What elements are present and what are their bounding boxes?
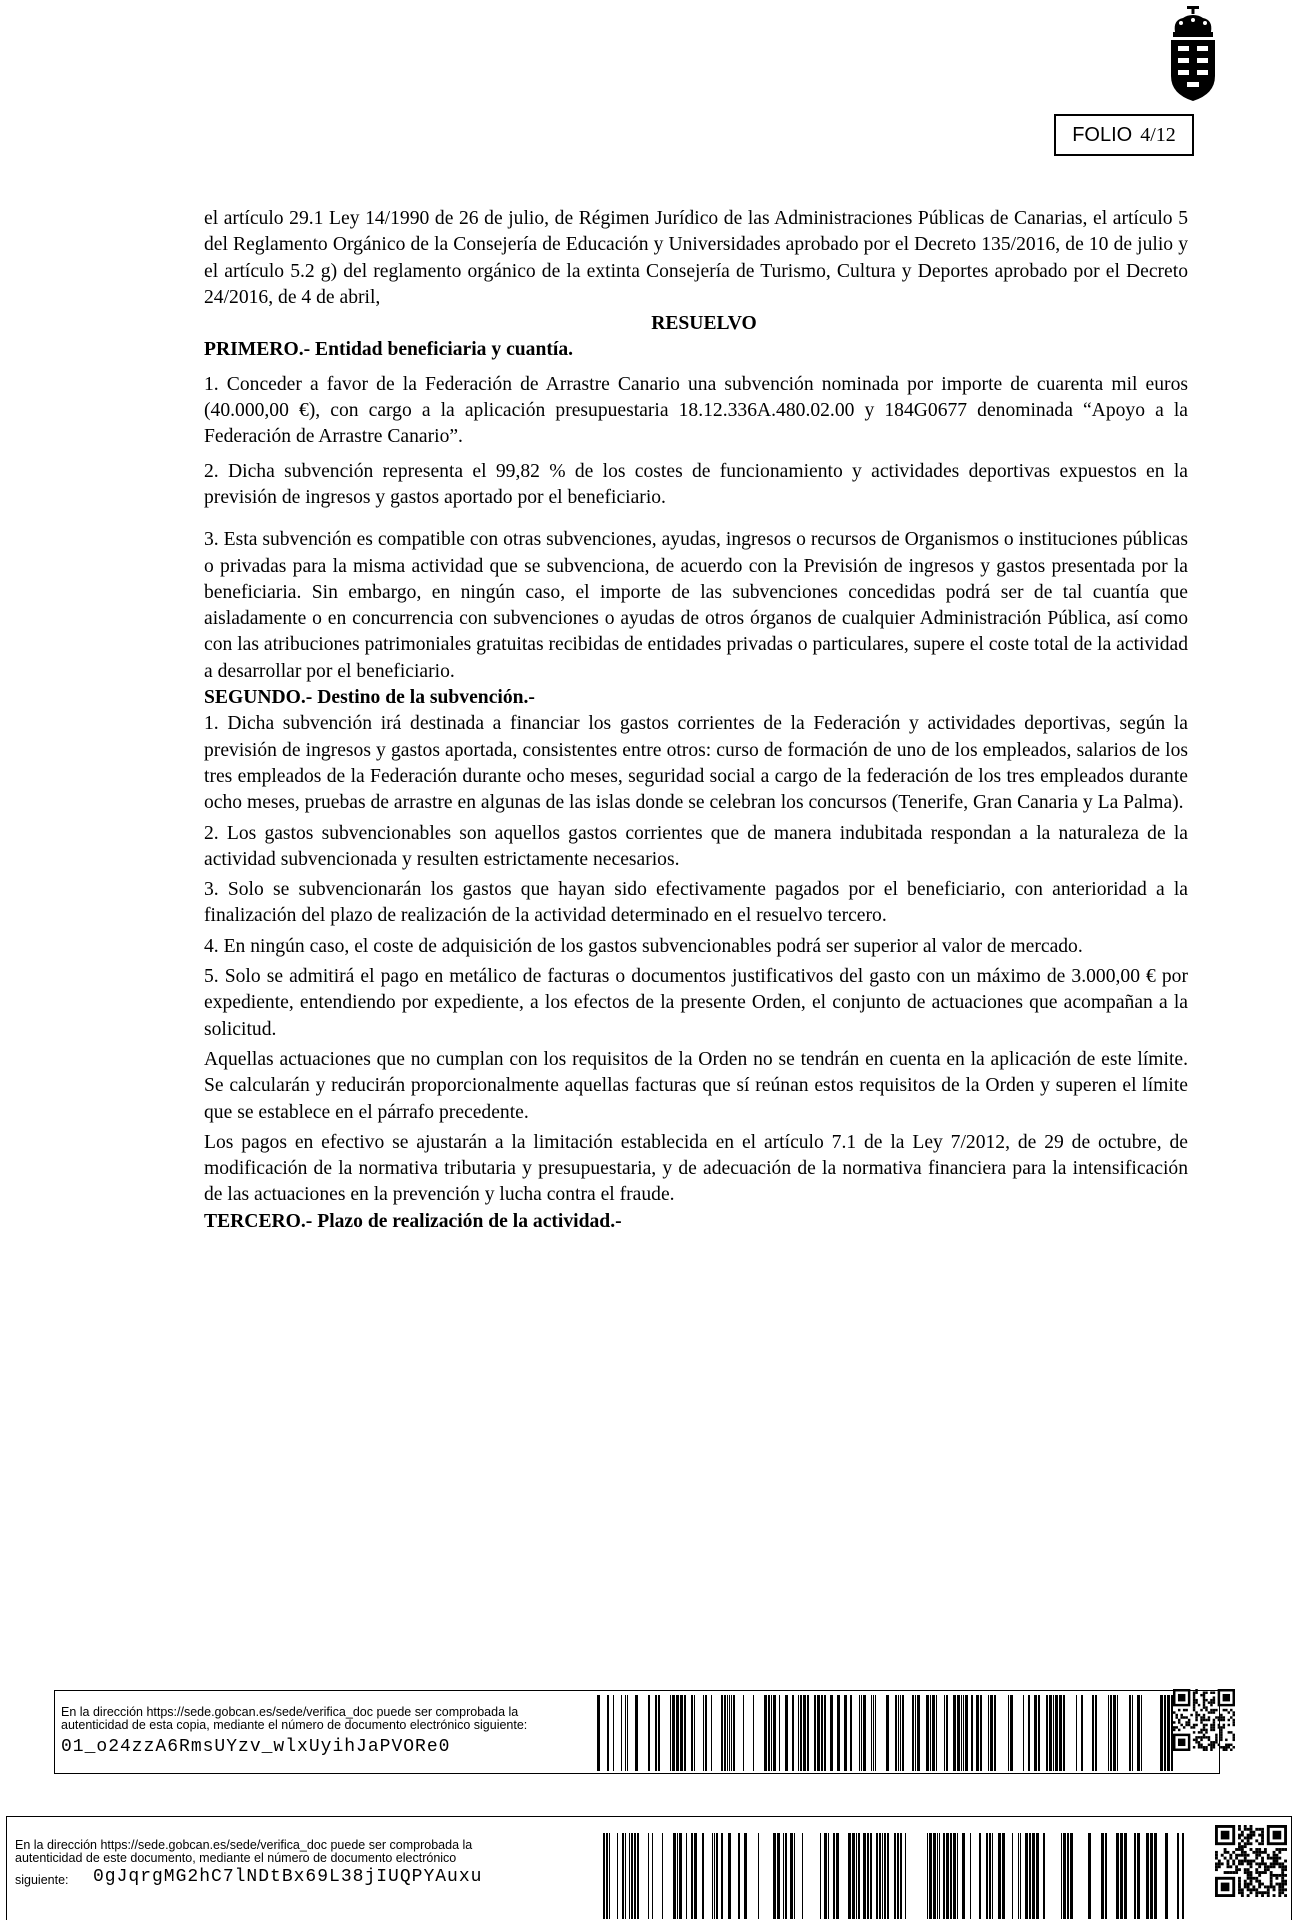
segundo-heading: SEGUNDO.- Destino de la subvención.- — [204, 687, 535, 709]
folio-box — [1054, 114, 1194, 156]
segundo-paragraph-3: 3. Solo se subvencionarán los gastos que hayan sido efectivamente pagados por el beneficiario, con anterioridad a la finalización del plazo de realización de la actividad determinado en el resuelvo tercero. — [204, 879, 1188, 927]
folio-number: 4/12 — [1140, 123, 1176, 146]
primero-paragraph-2: 2. Dicha subvención representa el 99,82 % de los costes de funcionamiento y actividades deportivas expuestos en la previsión de ingresos y gastos aportado por el beneficiario. — [204, 460, 1188, 508]
verification-text-2 — [15, 1839, 472, 1865]
verification-line-2: autenticidad de este documento, mediante el número de documento electrónico — [15, 1851, 457, 1865]
qr-code-icon — [1173, 1689, 1235, 1751]
verification-line-1: En la dirección https://sede.gobcan.es/sede/verifica_doc puede ser comprobada la — [15, 1838, 473, 1852]
segundo-paragraph-2: 2. Los gastos subvencionables son aquellos gastos corrientes que de manera indubitada respondan a la naturaleza de la actividad subvencionada y resulten estrictamente necesarios. — [204, 822, 1188, 870]
verification-label-siguiente: siguiente: — [15, 1873, 69, 1887]
verification-box-copy — [54, 1690, 1220, 1774]
verification-box-document — [6, 1816, 1292, 1920]
resuelvo-heading: RESUELVO — [651, 313, 757, 335]
segundo-paragraph-5: 5. Solo se admitirá el pago en metálico de facturas o documentos justificativos del gasto con un máximo de 3.000,00 € por expediente, entendiendo por expediente, a los efectos de la presente Orden, el conjunto de actuaciones que acompañan a la solicitud. — [204, 966, 1188, 1040]
intro-paragraph: el artículo 29.1 Ley 14/1990 de 26 de julio, de Régimen Jurídico de las Administraciones Públicas de Canarias, el artículo 5 del Reglamento Orgánico de la Consejería de Educación y Universidades aprobado por el Decreto 135/2016, de 10 de julio y el artículo 5.2 g) del reglamento orgánico de la extinta Consejería de Turismo, Cultura y Deportes aprobado por el Decreto 24/2016, de 4 de abril, — [204, 208, 1188, 308]
segundo-paragraph-1: 1. Dicha subvención irá destinada a financiar los gastos corrientes de la Federación y actividades deportivas, según la previsión de ingresos y gastos aportada, consistentes entre otros: curso de formación de uno de los empleados, salarios de los tres empleados de la Federación durante ocho meses, seguridad social a cargo de la federación de los tres empleados durante ocho meses, pruebas de arrastre en algunas de las islas donde se celebran los concursos (Tenerife, Gran Canaria y La Palma). — [204, 713, 1188, 814]
segundo-paragraph-6: Aquellas actuaciones que no cumplan con los requisitos de la Orden no se tendrán en cuenta en la aplicación de este límite. Se calcularán y reducirán proporcionalmente aquellas facturas que sí reúnan estos requisitos de la Orden y superen el límite que se establece en el párrafo precedente. — [204, 1048, 1188, 1123]
verification-code-2: 0gJqrgMG2hC7lNDtBx69L38jIUQPYAuxu — [93, 1867, 483, 1887]
folio-label: FOLIO — [1072, 123, 1133, 146]
verification-line-2: autenticidad de esta copia, mediante el número de documento electrónico siguiente: — [61, 1718, 528, 1732]
verification-code-1: 01_o24zzA6RmsUYzv_wlxUyihJaPVORe0 — [61, 1737, 451, 1757]
primero-paragraph-3: 3. Esta subvención es compatible con otras subvenciones, ayudas, ingresos o recursos de Organismos o instituciones públicas o privadas para la misma actividad que se subvenciona, de acuerdo con la Previsión de ingresos y gastos presentada por la beneficiaria. Sin embargo, en ningún caso, el importe de las subvenciones concedidas podrá ser de tal cuantía que aisladamente o en concurrencia con subvenciones o ayudas de otros órganos de cualquier Administración Pública, así como con las atribuciones patrimoniales gratuitas recibidas de entidades privadas o particulares, supere el coste total de la actividad a desarrollar por el beneficiario. — [204, 529, 1188, 682]
barcode-icon — [593, 1833, 1187, 1919]
primero-heading: PRIMERO.- Entidad beneficiaria y cuantía. — [204, 339, 574, 361]
barcode-icon — [597, 1695, 1181, 1771]
segundo-paragraph-4: 4. En ningún caso, el coste de adquisición de los gastos subvencionables podrá ser superior al valor de mercado. — [204, 935, 1083, 957]
primero-paragraph-1: 1. Conceder a favor de la Federación de Arrastre Canario una subvención nominada por importe de cuarenta mil euros (40.000,00 €), con cargo a la aplicación presupuestaria 18.12.336A.480.02.00 y 184G0677 denominada “Apoyo a la Federación de Arrastre Canario”. — [204, 373, 1188, 448]
coat-of-arms-icon — [1165, 6, 1221, 102]
verification-line-1: En la dirección https://sede.gobcan.es/sede/verifica_doc puede ser comprobada la — [61, 1705, 519, 1719]
segundo-paragraph-7: Los pagos en efectivo se ajustarán a la limitación establecida en el artículo 7.1 de la Ley 7/2012, de 29 de octubre, de modificación de la normativa tributaria y presupuestaria, y de adecuación de la normativa financiera para la intensificación de las actuaciones en la prevención y lucha contra el fraude. — [204, 1131, 1188, 1206]
qr-code-icon — [1215, 1825, 1287, 1897]
tercero-heading: TERCERO.- Plazo de realización de la actividad.- — [204, 1210, 622, 1232]
document-body — [204, 206, 1188, 1235]
verification-text-1 — [61, 1706, 527, 1732]
